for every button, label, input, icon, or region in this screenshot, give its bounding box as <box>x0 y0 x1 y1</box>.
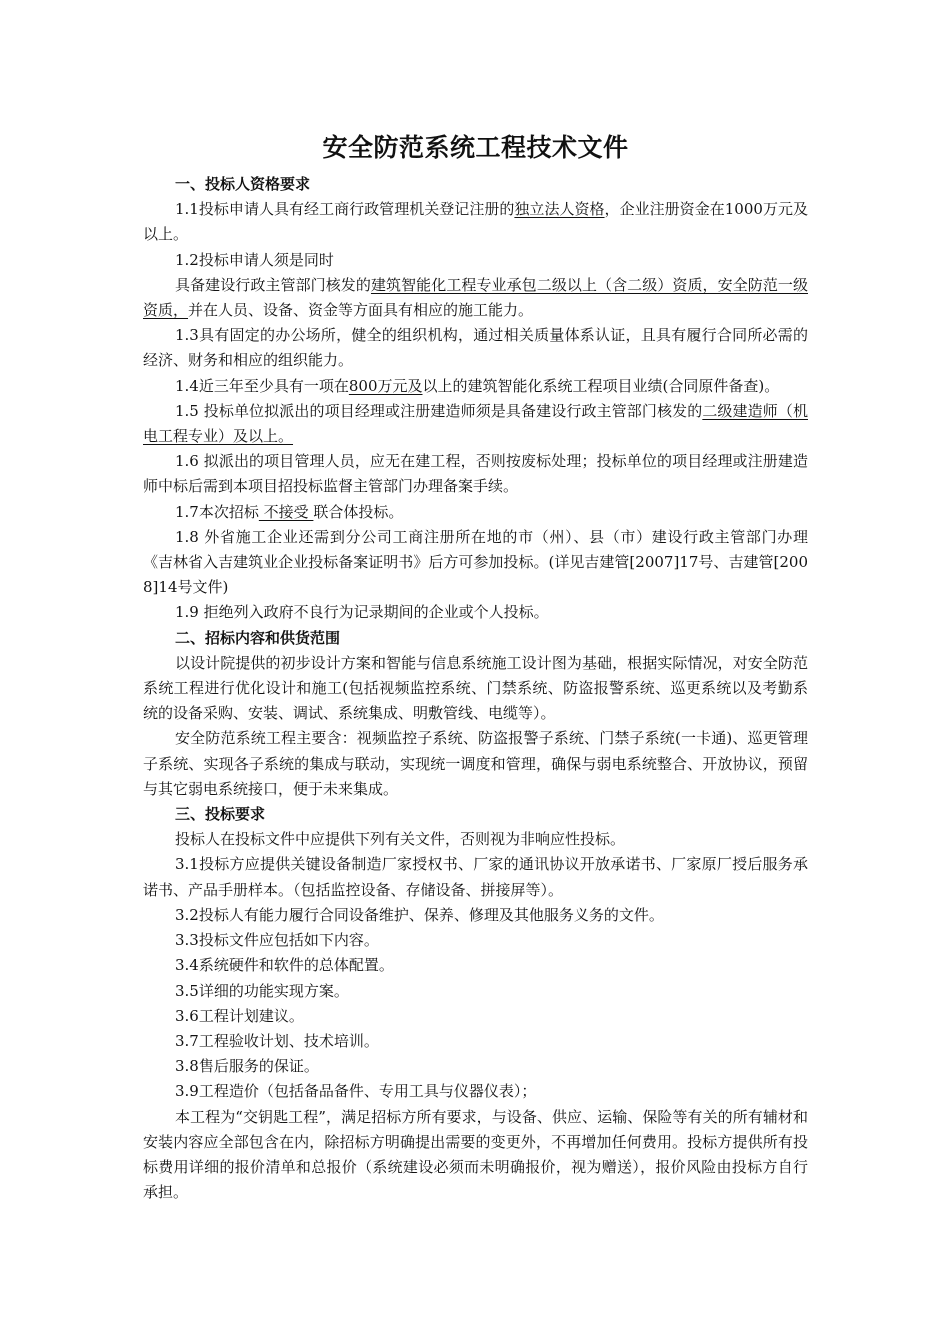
paragraph-2-2: 安全防范系统工程主要含：视频监控子系统、防盗报警子系统、门禁子系统(一卡通)、巡更管理子系统、实现各子系统的集成与联动，实现统一调度和管理，确保与弱电系统整合、开放协议，预留与其它弱电系统接口，便于未来集成。 <box>143 729 808 798</box>
section-heading-scope: 二、招标内容和供货范围 <box>175 628 341 647</box>
underlined-text: 二级建造师（机电工程专业）及以上。 <box>143 401 808 446</box>
paragraph-3-4: 3.4系统硬件和软件的总体配置。 <box>175 956 394 975</box>
paragraph-3-6: 3.6工程计划建议。 <box>175 1006 304 1025</box>
underlined-text: 独立法人资格 <box>514 200 605 219</box>
underlined-text: 800万元及 <box>348 376 423 395</box>
paragraph-3-1: 3.1投标方应提供关键设备制造厂家授权书、厂家的通讯协议开放承诺书、厂家原厂授后服务承诺书、产品手册样本。（包括监控设备、存储设备、拼接屏等）。 <box>143 855 808 899</box>
document-title: 安全防范系统工程技术文件 <box>322 133 629 162</box>
paragraph-1-6: 1.6 拟派出的项目管理人员，应无在建工程，否则按废标处理；投标单位的项目经理或注册建造师中标后需到本项目招投标监督主管部门办理备案手续。 <box>143 452 808 496</box>
underlined-text: 不接受 <box>258 502 314 521</box>
paragraph-3-3: 3.3投标文件应包括如下内容。 <box>175 931 379 950</box>
paragraph-1-7: 1.7本次招标 不接受 联合体投标。 <box>175 502 404 521</box>
paragraph-3-9: 3.9工程造价（包括备品备件、专用工具与仪器仪表）； <box>175 1082 537 1101</box>
paragraph-3-2: 3.2投标人有能力履行合同设备维护、保养、修理及其他服务义务的文件。 <box>175 905 664 924</box>
paragraph-1-8: 1.8 外省施工企业还需到分公司工商注册所在地的市（州）、县（市）建设行政主管部门办理《吉林省入吉建筑业企业投标备案证明书》后方可参加投标。(详见吉建管[2007]17号、吉建管[2008]14号文件) <box>143 527 808 597</box>
paragraph-3-8: 3.8售后服务的保证。 <box>175 1057 319 1076</box>
section-heading-qualifications: 一、投标人资格要求 <box>175 175 311 193</box>
section-heading-requirements: 三、投标要求 <box>175 805 266 824</box>
document-page <box>143 128 808 1205</box>
paragraph-1-1: 1.1投标申请人具有经工商行政管理机关登记注册的独立法人资格，企业注册资金在1000万元及以上。 <box>143 200 808 244</box>
paragraph-1-5: 1.5 投标单位拟派出的项目经理或注册建造师须是具备建设行政主管部门核发的二级建造师（机电工程专业）及以上。 <box>143 401 808 446</box>
paragraph-3-10: 本工程为“交钥匙工程”，满足招标方所有要求，与设备、供应、运输、保险等有关的所有辅材和安装内容应全部包含在内，除招标方明确提出需要的变更外，不再增加任何费用。投标方提供所有投标费用详细的报价清单和总报价（系统建设必须而未明确报价，视为赠送），报价风险由投标方自行承担。 <box>143 1107 808 1202</box>
paragraph-1-3: 1.3具有固定的办公场所，健全的组织机构，通过相关质量体系认证，且具有履行合同所必需的经济、财务和相应的组织能力。 <box>143 326 808 370</box>
paragraph-1-2-detail: 具备建设行政主管部门核发的建筑智能化工程专业承包二级以上（含二级）资质，安全防范一级资质，并在人员、设备、资金等方面具有相应的施工能力。 <box>143 275 808 320</box>
paragraph-2-1: 以设计院提供的初步设计方案和智能与信息系统施工设计图为基础，根据实际情况，对安全防范系统工程进行优化设计和施工(包括视频监控系统、门禁系统、防盗报警系统、巡更系统以及考勤系统的设备采购、安装、调试、系统集成、明敷管线、电缆等）。 <box>143 653 808 723</box>
underlined-text: 建筑智能化工程专业承包二级以上（含二级）资质，安全防范一级资质， <box>143 275 808 320</box>
paragraph-3-5: 3.5详细的功能实现方案。 <box>175 981 349 1000</box>
paragraph-1-2: 1.2投标申请人须是同时 <box>175 250 334 269</box>
paragraph-1-4: 1.4近三年至少具有一项在800万元及以上的建筑智能化系统工程项目业绩(合同原件备查)。 <box>175 376 780 395</box>
paragraph-3-0: 投标人在投标文件中应提供下列有关文件，否则视为非响应性投标。 <box>175 830 626 849</box>
paragraph-3-7: 3.7工程验收计划、技术培训。 <box>175 1031 379 1050</box>
paragraph-1-9: 1.9 拒绝列入政府不良行为记录期间的企业或个人投标。 <box>175 603 549 622</box>
